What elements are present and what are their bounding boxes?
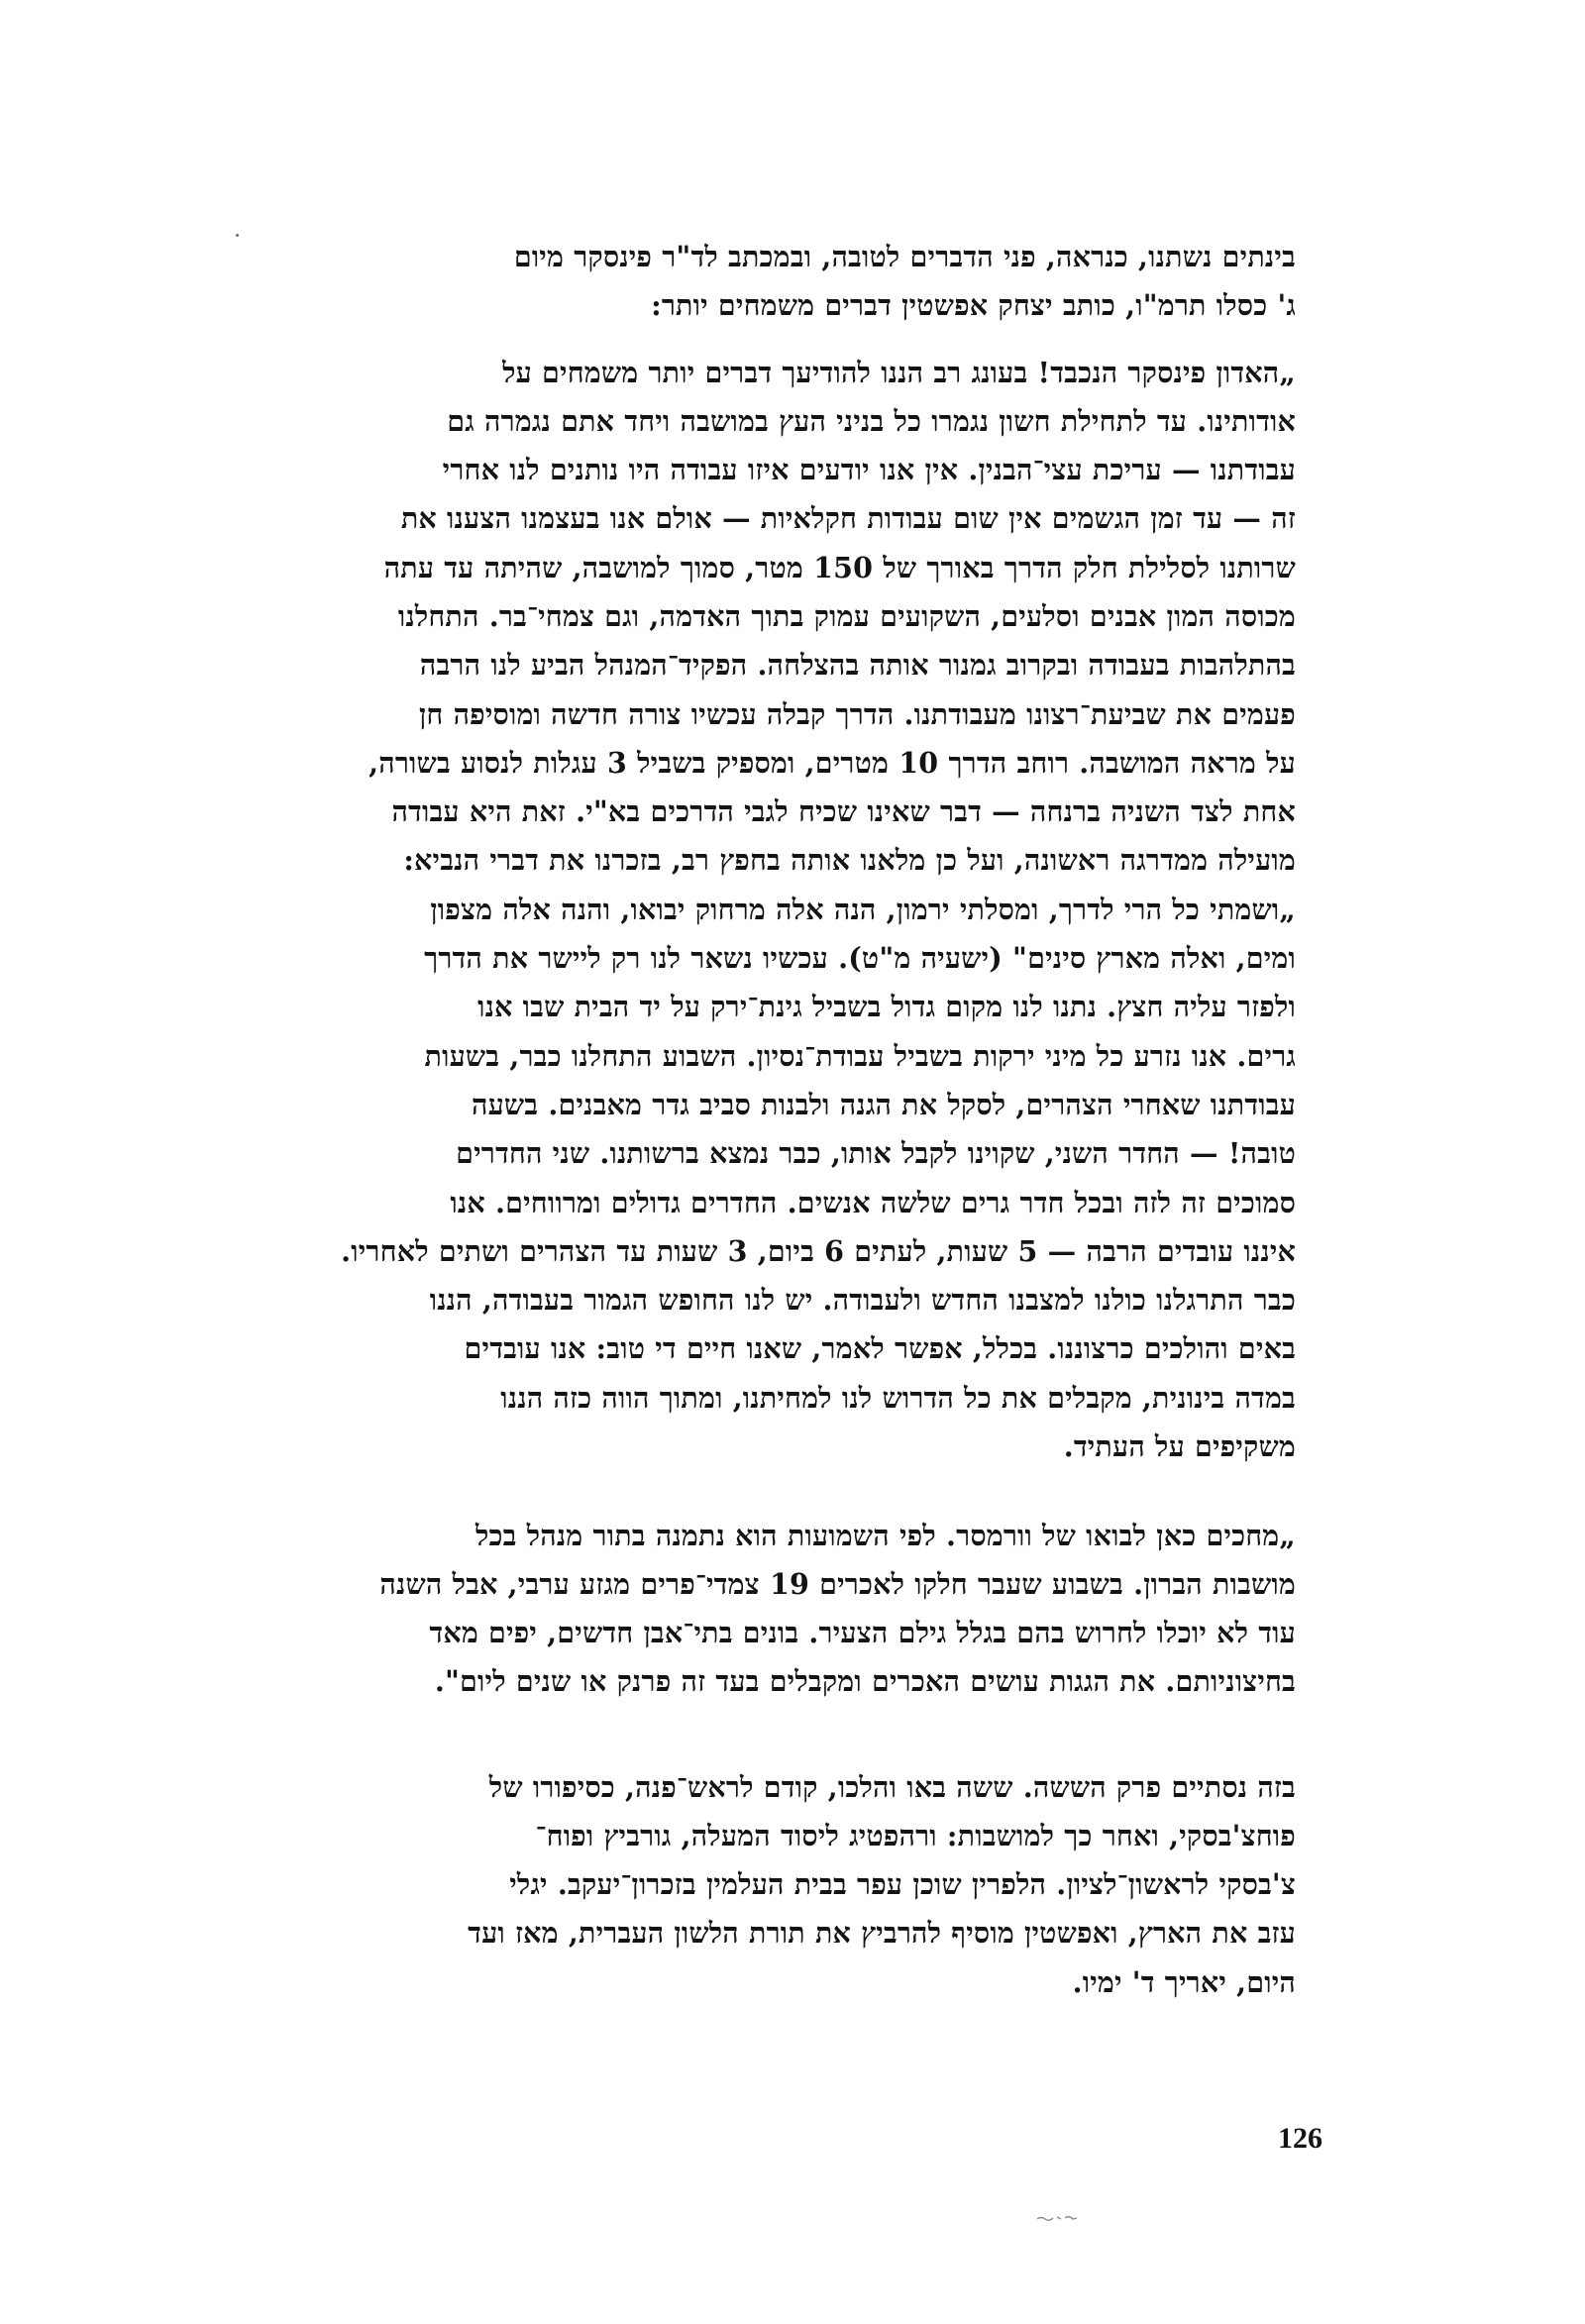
paragraph-letter-continued: „מחכים כאן לבואו של וורמסר. לפי השמועות הוא נתמנה בתור מנהל בכל מושבות הברון. בשבוע שעבר חלקו לאכרים 19 צמדי־פרים מגזע ערבי, אבל השנה עוד לא יוכלו לחרוש בהם בגלל גילם הצעיר. בונים בתי־אבן חדשים, יפים מאד בחיצוניותם. את הגגות עושים האכרים ומקבלים בעד זה פרנק או שנים ליום". [379, 1518, 1296, 1699]
paragraph-intro: בינתים נשתנו, כנראה, פני הדברים לטובה, ובמכתב לד"ר פינסקר מיום ג' כסלו תרמ"ו, כותב יצחק אפשטין דברים משמחים יותר: [513, 239, 1296, 322]
scan-artifact [1035, 2213, 1079, 2223]
paragraph-chapter-closing: בזה נסתיים פרק הששה. ששה באו והלכו, קודם לראש־פנה, כסיפורו של פוחצ'בסקי, ואחר כך למושבות: ורהפטיג ליסוד המעלה, גורביץ ופוח־ צ'בסקי לראשון־לציון. הלפרין שוכן עפר בבית העלמין בזכרון־יעקב. יגלי עזב את הארץ, ואפשטין מוסיף להרביץ את תורת הלשון העברית, מאז ועד היום, יאריך ד' ימיו. [468, 1769, 1296, 1999]
scan-speck [236, 234, 239, 237]
page-number: 126 [1278, 2122, 1322, 2155]
paragraph-letter-main: „האדון פינסקר הנכבד! בעונג רב הננו להודיעך דברים יותר משמחים על אודותינו. עד לתחילת חשון נגמרו כל בניני העץ במושבה ויחד אתם נגמרה גם עבודתנו — עריכת עצי־הבנין. אין אנו יודעים איזו עבודה היו נותנים לנו אחרי זה — עד זמן הגשמים אין שום עבודות חקלאיות — אולם אנו בעצמנו הצענו את שרותנו לסלילת חלק הדרך באורך של 150 מטר, סמוך למושבה, שהיתה עד עתה מכוסה המון אבנים וסלעים, השקועים עמוק בתוך האדמה, וגם צמחי־בר. התחלנו בהתלהבות בעבודה ובקרוב גמנור אותה בהצלחה. הפקיד־המנהל הביע לנו הרבה פעמים את שביעת־רצונו מעבודתנו. הדרך קבלה עכשיו צורה חדשה ומוסיפה חן על מראה המושבה. רוחב הדרך 10 מטרים, ומספיק בשביל 3 עגלות לנסוע בשורה, אחת לצד השניה ברנחה — דבר שאינו שכיח לגבי הדרכים בא"י. זאת היא עבודה מועילה ממדרגה ראשונה, ועל כן מלאנו אותה בחפץ רב, בזכרנו את דברי הנביא: „ושמתי כל הרי לדרך, ומסלתי ירמון, הנה אלה מרחוק יבואו, והנה אלה מצפון ומים, ואלה מארץ סינים" (ישעיה מ"ט). עכשיו נשאר לנו רק ליישר את הדרך ולפזר עליה חצץ. נתנו לנו מקום גדול בשביל גינת־ירק על יד הבית שבו אנו גרים. אנו נזרע כל מיני ירקות בשביל עבודת־נסיון. השבוע התחלנו כבר, בשעות עבודתנו שאחרי הצהרים, לסקל את הגנה ולבנות סביב גדר מאבנים. בשעה טובה! — החדר השני, שקוינו לקבל אותו, כבר נמצא ברשותנו. שני החדרים סמוכים זה לזה ובכל חדר גרים שלשה אנשים. החדרים גדולים ומרווחים. אנו איננו עובדים הרבה — 5 שעות, לעתים 6 ביום, 3 שעות עד הצהרים ושתים לאחריו. כבר התרגלנו כולנו למצבנו החדש ולעבודה. יש לנו החופש הגמור בעבודה, הננו באים והולכים כרצוננו. בכלל, אפשר לאמר, שאנו חיים די טוב: אנו עובדים במדה בינונית, מקבלים את כל הדרוש לנו למחיתנו, ומתוך הווה כזה הננו משקיפים על העתיד. [341, 355, 1296, 1464]
